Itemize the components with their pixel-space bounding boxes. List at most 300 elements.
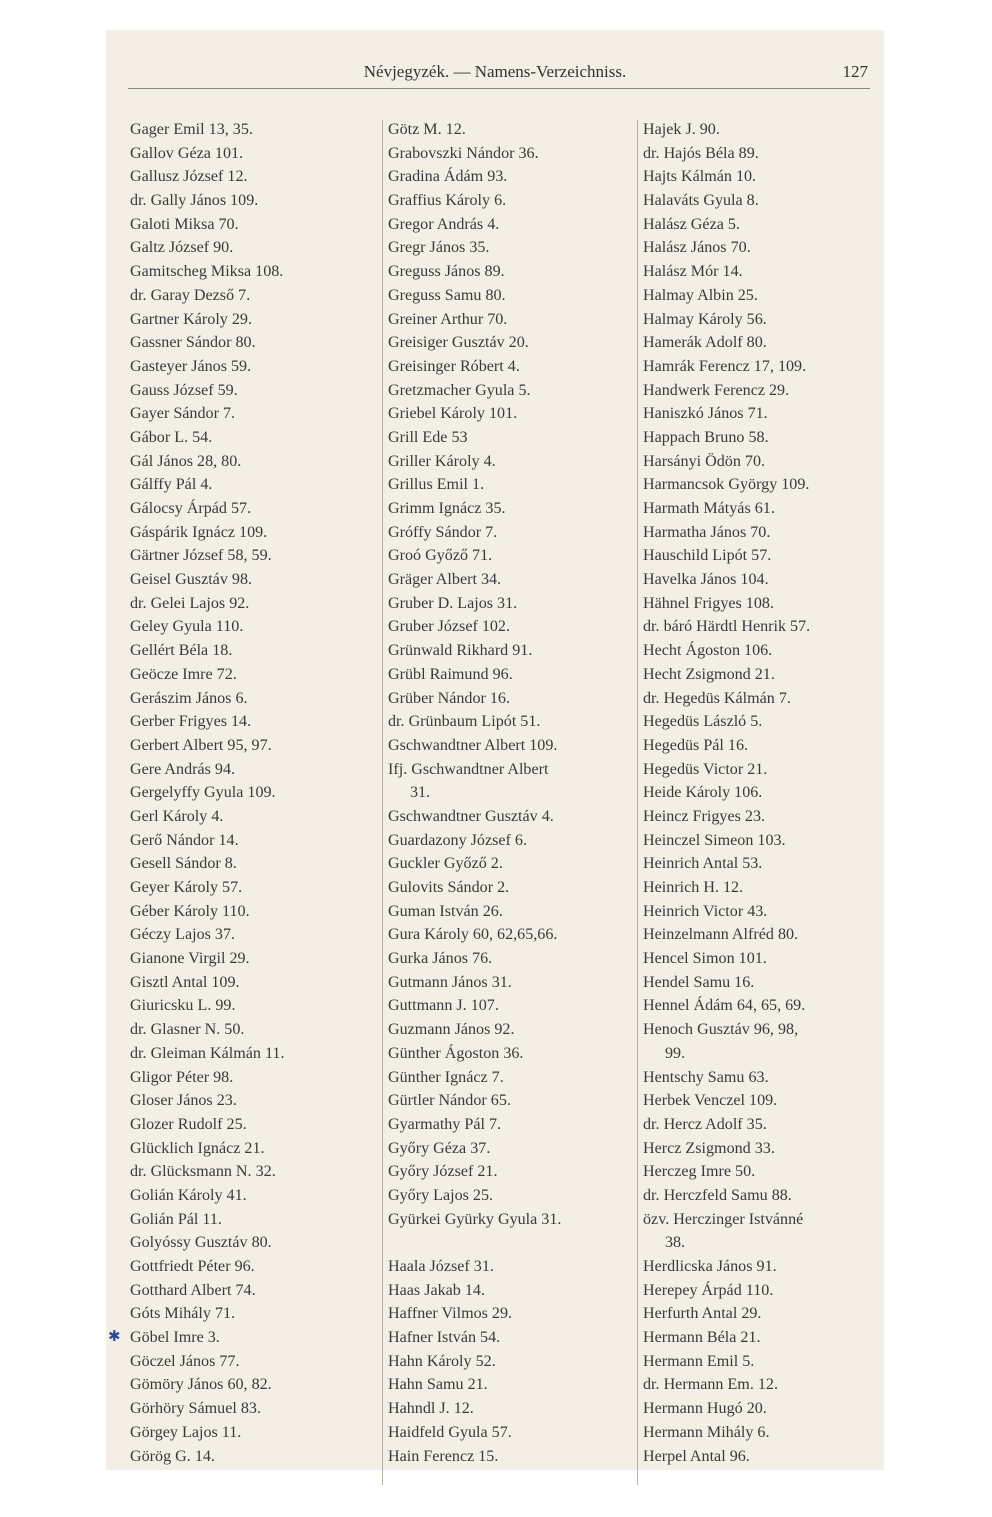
directory-entry	[388, 1302, 638, 1326]
directory-entry	[643, 1018, 881, 1042]
directory-entry	[388, 497, 638, 521]
entry-text: Grabovszki Nándor 36.	[388, 144, 539, 162]
directory-entry	[388, 900, 638, 924]
entry-text: Gräger Albert 34.	[388, 571, 502, 589]
entry-text: Harsányi Ödön 70.	[643, 452, 766, 470]
entry-text: Graffius Károly 6.	[388, 192, 507, 210]
directory-entry	[388, 971, 638, 995]
directory-entry	[130, 544, 382, 568]
entry-text: Hercz Zsigmond 33.	[643, 1139, 775, 1157]
directory-entry	[108, 1326, 382, 1350]
directory-entry	[643, 473, 881, 497]
directory-entry	[643, 1302, 881, 1326]
directory-entry	[130, 663, 382, 687]
entry-text: Greisiger Gusztáv 20.	[388, 334, 529, 352]
directory-entry	[643, 1042, 881, 1066]
entry-text: Günther Ágoston 36.	[388, 1044, 524, 1062]
entry-text: dr. Herczfeld Samu 88.	[643, 1186, 792, 1204]
entry-text: dr. Hercz Adolf 35.	[643, 1115, 767, 1133]
entry-text: Hegedüs Victor 21.	[643, 760, 768, 778]
entry-text: Géber Károly 110.	[130, 902, 250, 920]
entry-text: Havelka János 104.	[643, 571, 769, 589]
directory-entry	[388, 1397, 638, 1421]
directory-entry	[130, 876, 382, 900]
entry-text: Herfurth Antal 29.	[643, 1305, 762, 1323]
entry-text: Halmay Albin 25.	[643, 286, 758, 304]
entry-text: Halász Géza 5.	[643, 215, 740, 233]
directory-entry	[130, 118, 382, 142]
entry-text: Halász János 70.	[643, 239, 751, 257]
directory-entry	[643, 1350, 881, 1374]
entry-text: Heinrich Victor 43.	[643, 902, 768, 920]
entry-text: Heinrich H. 12.	[643, 879, 744, 896]
directory-entry	[643, 1255, 881, 1279]
entry-text: 38.	[665, 1234, 686, 1252]
directory-entry	[643, 497, 881, 521]
directory-entry	[130, 1231, 382, 1255]
directory-entry	[643, 1397, 881, 1421]
directory-entry	[388, 1160, 638, 1184]
entry-text: Győry Géza 37.	[388, 1139, 491, 1157]
name-column-1	[108, 118, 382, 1468]
entry-text: Henoch Gusztáv 96, 98,	[643, 1021, 799, 1039]
entry-text: Góts Mihály 71.	[130, 1305, 236, 1323]
directory-entry	[388, 284, 638, 308]
entry-text: Gerber Frigyes 14.	[130, 713, 252, 731]
entry-text: Heincz Frigyes 23.	[643, 807, 766, 825]
entry-text: Herczeg Imre 50.	[643, 1163, 756, 1181]
entry-text: Gergelyffy Gyula 109.	[130, 784, 276, 802]
directory-entry	[130, 1445, 382, 1469]
entry-text: Happach Bruno 58.	[643, 428, 769, 446]
entry-text: Hahn Károly 52.	[388, 1352, 496, 1370]
column-divider	[382, 120, 383, 1485]
directory-entry	[130, 1066, 382, 1090]
entry-text: Harmatha János 70.	[643, 523, 771, 541]
directory-entry	[388, 947, 638, 971]
entry-text: Gömöry János 60, 82.	[130, 1376, 272, 1394]
entry-text: Geley Gyula 110.	[130, 618, 244, 636]
entry-text: Grillus Emil 1.	[388, 476, 485, 494]
entry-text: Halaváts Gyula 8.	[643, 192, 759, 210]
directory-entry	[130, 971, 382, 995]
entry-text: Ifj. Gschwandtner Albert	[388, 760, 549, 778]
directory-entry	[643, 165, 881, 189]
entry-text: Golián Pál 11.	[130, 1210, 222, 1228]
directory-entry	[130, 852, 382, 876]
directory-entry	[388, 213, 638, 237]
directory-entry	[643, 355, 881, 379]
directory-entry	[388, 236, 638, 260]
directory-entry	[388, 568, 638, 592]
entry-text: Handwerk Ferencz 29.	[643, 381, 790, 399]
entry-text: Gerbert Albert 95, 97.	[130, 736, 272, 754]
entry-text: Hentschy Samu 63.	[643, 1068, 769, 1086]
directory-entry	[643, 1184, 881, 1208]
directory-entry	[643, 1421, 881, 1445]
entry-text: dr. Gally János 109.	[130, 192, 259, 210]
directory-entry	[643, 402, 881, 426]
entry-text: Gartner Károly 29.	[130, 310, 252, 328]
directory-entry	[130, 781, 382, 805]
entry-text: dr. Hermann Em. 12.	[643, 1376, 778, 1394]
entry-text: Gürtler Nándor 65.	[388, 1092, 511, 1110]
directory-entry	[388, 1184, 638, 1208]
directory-entry	[643, 260, 881, 284]
entry-text: Görgey Lajos 11.	[130, 1423, 242, 1441]
directory-entry	[130, 284, 382, 308]
directory-entry	[130, 758, 382, 782]
directory-entry	[130, 497, 382, 521]
entry-text: Hajek J. 90.	[643, 121, 720, 138]
directory-entry	[643, 615, 881, 639]
page-number: 127	[842, 62, 868, 81]
entry-text: Gärtner József 58, 59.	[130, 547, 272, 565]
entry-text: Hermann Emil 5.	[643, 1352, 755, 1370]
entry-text: Gesell Sándor 8.	[130, 855, 237, 873]
entry-text: Hennel Ádám 64, 65, 69.	[643, 997, 806, 1015]
entry-text: dr. Hegedüs Kálmán 7.	[643, 689, 791, 707]
directory-entry	[130, 615, 382, 639]
directory-entry	[130, 1421, 382, 1445]
entry-text: Hauschild Lipót 57.	[643, 547, 772, 565]
directory-entry	[130, 1397, 382, 1421]
page-header	[106, 58, 884, 88]
entry-text: Gasteyer János 59.	[130, 357, 252, 375]
entry-text: Hafner István 54.	[388, 1329, 501, 1347]
entry-text: Hamerák Adolf 80.	[643, 334, 767, 352]
entry-text: dr. Hajós Béla 89.	[643, 144, 759, 162]
section-gap	[388, 1231, 638, 1255]
entry-text: dr. Garay Dezső 7.	[130, 286, 251, 304]
directory-entry	[130, 994, 382, 1018]
entry-text: Hecht Zsigmond 21.	[643, 665, 775, 683]
entry-text: Guttmann J. 107.	[388, 997, 499, 1015]
entry-text: Gayer Sándor 7.	[130, 405, 236, 423]
directory-entry	[130, 1137, 382, 1161]
directory-entry	[130, 639, 382, 663]
entry-text: Harmath Mátyás 61.	[643, 500, 775, 517]
directory-entry	[643, 829, 881, 853]
entry-text: Greisinger Róbert 4.	[388, 357, 520, 375]
entry-text: Gábor L. 54.	[130, 428, 213, 446]
directory-entry	[643, 213, 881, 237]
entry-text: Grüber Nándor 16.	[388, 689, 511, 707]
directory-entry	[130, 1373, 382, 1397]
entry-text: Guckler Győző 2.	[388, 855, 503, 873]
entry-text: Gellért Béla 18.	[130, 642, 233, 660]
directory-entry	[643, 284, 881, 308]
directory-entry	[643, 308, 881, 332]
directory-entry	[130, 189, 382, 213]
entry-text: Gerő Nándor 14.	[130, 831, 239, 849]
entry-text: Groó Győző 71.	[388, 547, 493, 565]
entry-text: Gianone Virgil 29.	[130, 950, 250, 968]
directory-entry	[388, 308, 638, 332]
entry-text: Hermann Hugó 20.	[643, 1400, 767, 1418]
directory-entry	[388, 639, 638, 663]
entry-text: Halmay Károly 56.	[643, 310, 767, 328]
asterisk-mark-icon: ✱	[108, 1329, 121, 1346]
entry-text: Hajts Kálmán 10.	[643, 168, 757, 186]
directory-entry	[388, 331, 638, 355]
entry-text: Gere András 94.	[130, 760, 236, 778]
entry-text: Gróffy Sándor 7.	[388, 523, 498, 541]
directory-entry	[130, 521, 382, 545]
directory-entry	[130, 142, 382, 166]
entry-text: Gáspárik Ignácz 109.	[130, 523, 268, 541]
directory-entry	[643, 118, 881, 142]
directory-entry	[388, 1255, 638, 1279]
directory-entry	[643, 1231, 881, 1255]
entry-text: Gruber József 102.	[388, 618, 511, 636]
directory-entry	[388, 829, 638, 853]
entry-text: Gassner Sándor 80.	[130, 334, 256, 352]
entry-text: Göbel Imre 3.	[130, 1329, 220, 1347]
entry-text: Hencel Simon 101.	[643, 950, 767, 968]
entry-text: Galtz József 90.	[130, 239, 234, 257]
directory-entry	[130, 734, 382, 758]
directory-entry	[388, 1066, 638, 1090]
directory-entry	[388, 805, 638, 829]
directory-entry	[643, 1089, 881, 1113]
entry-text: Heinczel Simeon 103.	[643, 831, 786, 849]
directory-entry	[388, 142, 638, 166]
entry-text: Galoti Miksa 70.	[130, 215, 239, 233]
directory-entry	[130, 1113, 382, 1137]
entry-text: Glücklich Ignácz 21.	[130, 1139, 265, 1157]
entry-text: Grill Ede 53	[388, 428, 468, 446]
directory-entry	[388, 710, 638, 734]
directory-entry	[643, 971, 881, 995]
directory-entry	[388, 1350, 638, 1374]
directory-entry	[130, 379, 382, 403]
entry-text: Győry József 21.	[388, 1163, 498, 1181]
page-title: Névjegyzék. — Namens-Verzeichniss.	[363, 62, 627, 81]
entry-text: Glozer Rudolf 25.	[130, 1115, 247, 1133]
directory-entry	[388, 734, 638, 758]
entry-text: dr. Gleiman Kálmán 11.	[130, 1044, 285, 1062]
entry-text: Gallusz József 12.	[130, 168, 248, 186]
directory-entry	[643, 1066, 881, 1090]
entry-text: Gotthard Albert 74.	[130, 1281, 256, 1299]
entry-text: özv. Herczinger Istvánné	[643, 1210, 804, 1228]
directory-entry	[388, 1042, 638, 1066]
directory-entry	[130, 165, 382, 189]
directory-entry	[643, 521, 881, 545]
entry-text: Hermann Béla 21.	[643, 1329, 761, 1347]
directory-entry	[130, 923, 382, 947]
directory-entry	[643, 710, 881, 734]
directory-entry	[388, 521, 638, 545]
entry-text: Grimm Ignácz 35.	[388, 500, 506, 517]
entry-text: dr. Glasner N. 50.	[130, 1021, 245, 1039]
directory-entry	[643, 663, 881, 687]
entry-text: Guzmann János 92.	[388, 1021, 515, 1039]
entry-text: Heide Károly 106.	[643, 784, 763, 802]
entry-text: Gura Károly 60, 62,65,66.	[388, 926, 558, 944]
directory-entry	[130, 1042, 382, 1066]
directory-entry	[130, 473, 382, 497]
entry-text: Gerászim János 6.	[130, 689, 248, 707]
entry-text: Gretzmacher Gyula 5.	[388, 381, 531, 399]
entry-text: Halász Mór 14.	[643, 263, 743, 281]
entry-text: dr. báró Härdtl Henrik 57.	[643, 618, 811, 636]
directory-entry	[130, 1302, 382, 1326]
directory-entry	[388, 994, 638, 1018]
entry-text: dr. Glücksmann N. 32.	[130, 1163, 276, 1181]
entry-text: Griebel Károly 101.	[388, 405, 518, 423]
directory-entry	[388, 473, 638, 497]
entry-text: Giuricsku L. 99.	[130, 997, 236, 1015]
directory-entry	[130, 592, 382, 616]
entry-text: Guman István 26.	[388, 902, 503, 920]
directory-entry	[388, 781, 638, 805]
directory-entry	[388, 260, 638, 284]
entry-text: Guardazony József 6.	[388, 831, 527, 849]
entry-text: Gschwandtner Albert 109.	[388, 736, 558, 754]
entry-text: Haniszkó János 71.	[643, 405, 768, 423]
directory-entry	[643, 379, 881, 403]
entry-text: Gyürkei Gyürky Gyula 31.	[388, 1210, 562, 1228]
entry-text: Geöcze Imre 72.	[130, 665, 237, 683]
entry-text: Hecht Ágoston 106.	[643, 642, 773, 660]
directory-entry	[130, 236, 382, 260]
entry-text: Haidfeld Gyula 57.	[388, 1423, 512, 1441]
entry-text: Hahn Samu 21.	[388, 1376, 488, 1394]
entry-text: Harmancsok György 109.	[643, 476, 810, 494]
entry-text: Gallov Géza 101.	[130, 144, 244, 162]
directory-entry	[388, 402, 638, 426]
entry-text: Gál János 28, 80.	[130, 452, 242, 470]
entry-text: Gutmann János 31.	[388, 973, 512, 991]
entry-text: Hegedüs László 5.	[643, 713, 763, 731]
directory-entry	[130, 308, 382, 332]
directory-entry	[388, 615, 638, 639]
directory-entry	[130, 805, 382, 829]
entry-text: Gregor András 4.	[388, 215, 500, 233]
entry-text: Görög G. 14.	[130, 1447, 215, 1465]
directory-entry	[388, 1089, 638, 1113]
directory-entry	[130, 900, 382, 924]
entry-text: Hähnel Frigyes 108.	[643, 594, 774, 612]
entry-text: Gerl Károly 4.	[130, 807, 224, 825]
directory-entry	[643, 1137, 881, 1161]
directory-entry	[388, 118, 638, 142]
directory-entry	[130, 1255, 382, 1279]
entry-text: Heinrich Antal 53.	[643, 855, 763, 873]
entry-text: dr. Grünbaum Lipót 51.	[388, 713, 541, 731]
directory-entry	[130, 213, 382, 237]
entry-text: Gager Emil 13, 35.	[130, 121, 253, 138]
entry-text: Göczel János 77.	[130, 1352, 240, 1370]
entry-text: Griller Károly 4.	[388, 452, 496, 470]
directory-entry	[643, 687, 881, 711]
entry-text: Gottfriedt Péter 96.	[130, 1258, 255, 1275]
entry-text: Hendel Samu 16.	[643, 973, 755, 991]
directory-entry	[388, 663, 638, 687]
directory-entry	[130, 355, 382, 379]
directory-entry	[130, 687, 382, 711]
directory-entry	[130, 710, 382, 734]
directory-entry	[643, 1208, 881, 1232]
directory-entry	[388, 426, 638, 450]
entry-text: Golyóssy Gusztáv 80.	[130, 1234, 272, 1252]
directory-entry	[643, 876, 881, 900]
entry-text: Hegedüs Pál 16.	[643, 736, 749, 754]
directory-entry	[130, 568, 382, 592]
header-rule	[128, 88, 870, 89]
directory-entry	[388, 852, 638, 876]
directory-entry	[130, 1089, 382, 1113]
name-column-3	[643, 118, 881, 1468]
directory-entry	[388, 355, 638, 379]
entry-text: Gálffy Pál 4.	[130, 476, 213, 494]
entry-text: Gruber D. Lajos 31.	[388, 594, 518, 612]
directory-entry	[130, 1350, 382, 1374]
entry-text: Golián Károly 41.	[130, 1186, 247, 1204]
directory-entry	[388, 876, 638, 900]
entry-text: Grünwald Rikhard 91.	[388, 642, 533, 660]
directory-entry	[130, 829, 382, 853]
entry-text: Günther Ignácz 7.	[388, 1068, 504, 1086]
directory-entry	[643, 568, 881, 592]
entry-text: Hamrák Ferencz 17, 109.	[643, 357, 807, 375]
entry-text: Hain Ferencz 15.	[388, 1447, 499, 1465]
directory-entry	[643, 189, 881, 213]
directory-entry	[388, 1326, 638, 1350]
entry-text: Herdlicska János 91.	[643, 1258, 777, 1275]
directory-entry	[388, 1137, 638, 1161]
directory-entry	[130, 1208, 382, 1232]
directory-entry	[643, 450, 881, 474]
directory-entry	[643, 639, 881, 663]
directory-entry	[130, 1160, 382, 1184]
directory-entry	[643, 1113, 881, 1137]
directory-entry	[130, 402, 382, 426]
directory-entry	[130, 1184, 382, 1208]
entry-text: Greiner Arthur 70.	[388, 310, 508, 328]
directory-entry	[130, 1279, 382, 1303]
directory-entry	[643, 734, 881, 758]
entry-text: Hahndl J. 12.	[388, 1400, 474, 1418]
entry-text: Geyer Károly 57.	[130, 879, 243, 896]
entry-text: Gurka János 76.	[388, 950, 493, 968]
directory-entry	[643, 1373, 881, 1397]
entry-text: Gschwandtner Gusztáv 4.	[388, 807, 554, 825]
directory-entry	[388, 1208, 638, 1232]
entry-text: Geisel Gusztáv 98.	[130, 571, 253, 589]
directory-entry	[388, 1113, 638, 1137]
entry-text: Gloser János 23.	[130, 1092, 237, 1110]
directory-entry	[643, 1445, 881, 1469]
entry-text: Haala József 31.	[388, 1258, 494, 1275]
directory-entry	[388, 1279, 638, 1303]
entry-text: Greguss János 89.	[388, 263, 505, 281]
directory-entry	[643, 142, 881, 166]
directory-entry	[388, 687, 638, 711]
directory-entry	[388, 379, 638, 403]
directory-entry	[643, 758, 881, 782]
directory-entry	[388, 450, 638, 474]
directory-entry	[643, 900, 881, 924]
entry-text: 99.	[665, 1044, 686, 1062]
entry-text: Gisztl Antal 109.	[130, 973, 240, 991]
directory-entry	[388, 923, 638, 947]
directory-entry	[130, 426, 382, 450]
entry-text: Greguss Samu 80.	[388, 286, 506, 304]
directory-entry	[643, 236, 881, 260]
